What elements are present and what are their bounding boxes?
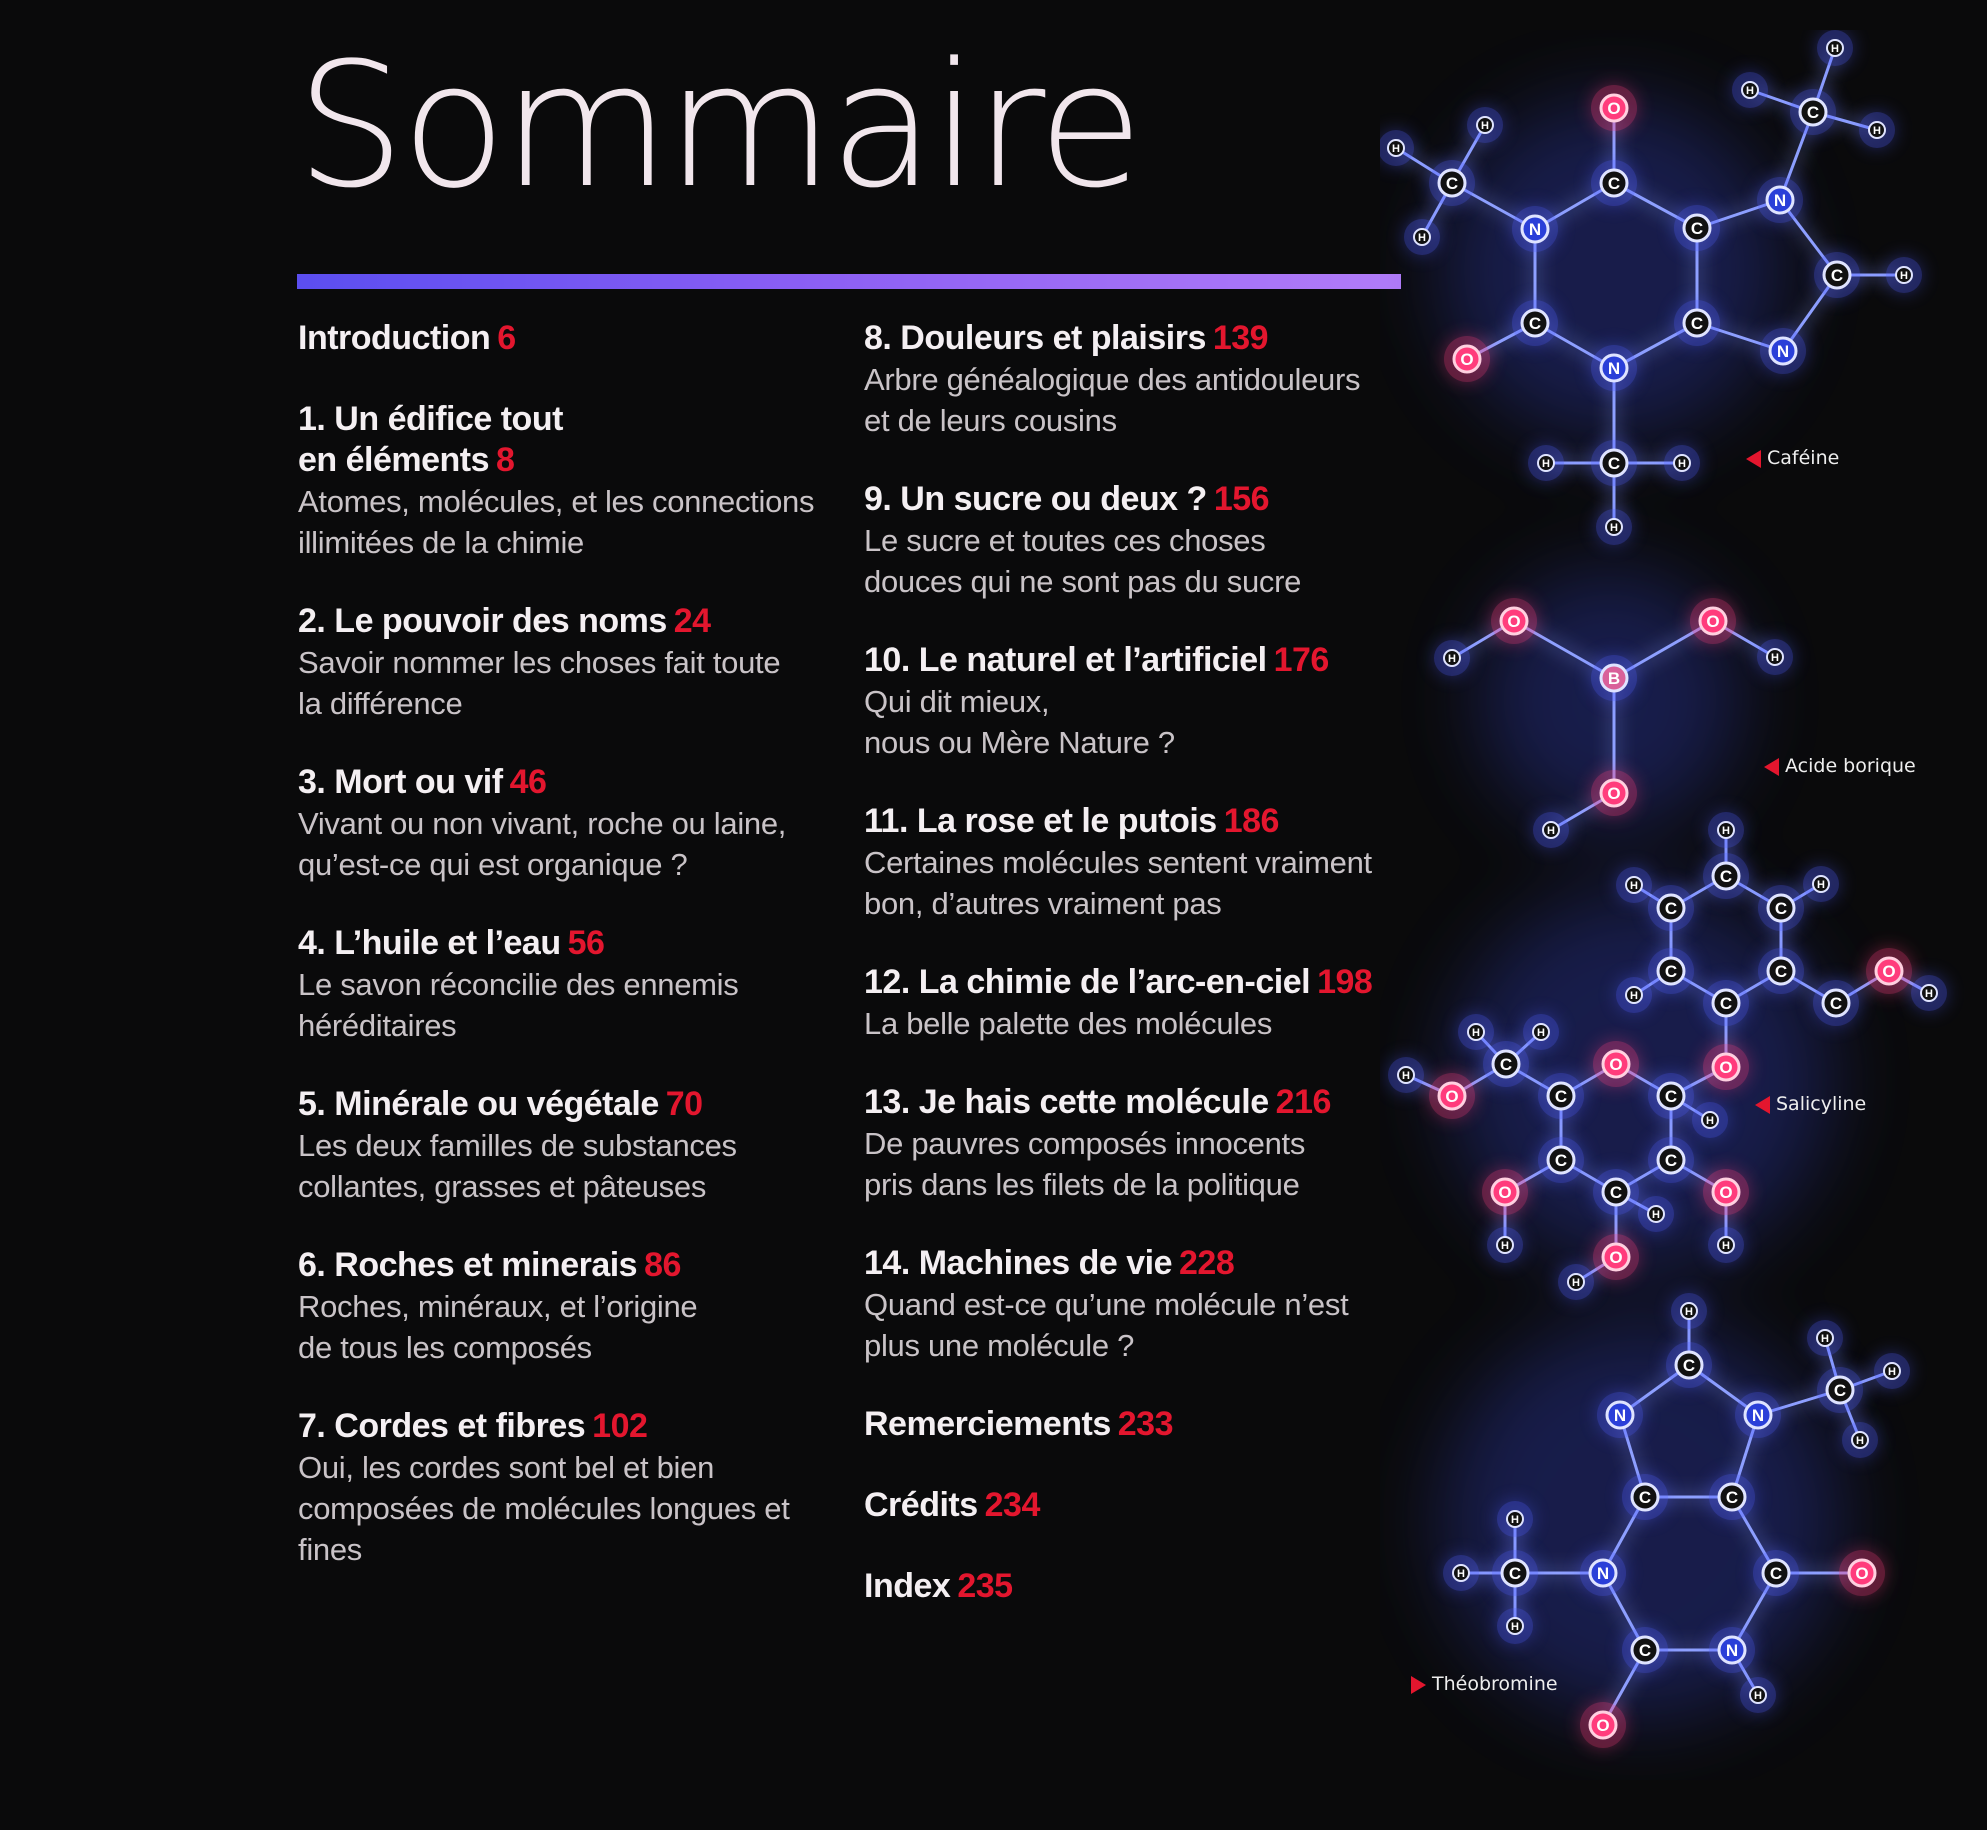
toc-entry[interactable] <box>864 1082 1409 1205</box>
toc-entry[interactable] <box>864 962 1409 1044</box>
toc-page-number: 8 <box>496 441 515 479</box>
toc-heading <box>864 318 1409 359</box>
page-title: Sommaire <box>296 25 1140 226</box>
atom-symbol: O <box>1882 962 1896 981</box>
toc-page-number: 186 <box>1223 802 1279 840</box>
atom-symbol: H <box>1501 1240 1509 1252</box>
atom-symbol: C <box>1719 994 1733 1013</box>
atom-symbol: H <box>1722 825 1730 837</box>
atom-symbol: H <box>1630 990 1638 1002</box>
atom-symbol: C <box>1664 899 1678 918</box>
toc-entry[interactable] <box>298 923 838 1046</box>
atom-symbol: C <box>1554 1151 1568 1170</box>
toc-page-number: 46 <box>509 763 547 801</box>
pointer-left-icon <box>1746 450 1761 468</box>
atom-symbol: C <box>1719 867 1733 886</box>
toc-entry[interactable] <box>864 640 1409 763</box>
atom-symbol: O <box>1609 1055 1623 1074</box>
toc-page-number: 86 <box>644 1246 681 1284</box>
atom-symbol: C <box>1664 1151 1678 1170</box>
toc-page-number: 139 <box>1212 319 1269 357</box>
toc-heading-text: 2. Le pouvoir des noms <box>298 602 667 640</box>
atom-symbol: H <box>1678 458 1686 470</box>
toc-description: De pauvres composés innocents pris dans les filets de la politique <box>864 1126 1306 1202</box>
toc-page-number: 6 <box>497 319 516 357</box>
atom-symbol: N <box>1725 1641 1739 1660</box>
toc-description: Roches, minéraux, et l’origine de tous les composés <box>298 1289 698 1365</box>
atom-symbol: C <box>1833 1381 1847 1400</box>
toc-heading <box>864 962 1409 1003</box>
toc-page-number: 216 <box>1275 1083 1331 1121</box>
atom-symbol: H <box>1402 1070 1410 1082</box>
toc-description: Le sucre et toutes ces choses douces qui ne sont pas du sucre <box>864 523 1302 599</box>
toc-heading-text: 4. L’huile et l’eau <box>298 924 561 962</box>
atom-symbol: C <box>1769 1564 1783 1583</box>
atom-symbol: H <box>1511 1621 1519 1633</box>
toc-page-number: 24 <box>673 602 711 640</box>
atom-symbol: O <box>1507 612 1521 631</box>
toc-description: Certaines molécules sentent vraiment bon, d’autres vraiment pas <box>864 845 1372 921</box>
toc-entry[interactable] <box>298 1245 838 1368</box>
toc-heading-text: 12. La chimie de l’arc-en-ciel <box>864 963 1311 1001</box>
toc-heading <box>298 601 838 642</box>
toc-heading-text: 8. Douleurs et plaisirs <box>864 319 1206 357</box>
toc-heading <box>864 1485 1409 1526</box>
pointer-left-icon <box>1764 758 1779 776</box>
atom-symbol: C <box>1499 1055 1513 1074</box>
toc-page-number: 234 <box>984 1486 1040 1524</box>
toc-description: Savoir nommer les choses fait toute la différence <box>298 645 781 721</box>
label-theobromine: Théobromine <box>1411 1673 1558 1695</box>
toc-heading-text: 5. Minérale ou végétale <box>298 1085 659 1123</box>
atom-symbol: H <box>1448 653 1456 665</box>
toc-heading <box>298 1084 838 1125</box>
atom-symbol: O <box>1607 784 1621 803</box>
atom-symbol: H <box>1392 143 1400 155</box>
toc-heading <box>864 1082 1409 1123</box>
toc-heading-text: Crédits <box>864 1486 978 1524</box>
atom-symbol: O <box>1445 1087 1459 1106</box>
atom-symbol: C <box>1528 314 1542 333</box>
toc-entry[interactable] <box>864 801 1409 924</box>
atom-symbol: N <box>1776 342 1790 361</box>
toc-entry[interactable] <box>298 601 838 724</box>
atom-symbol: O <box>1609 1248 1623 1267</box>
atom-symbol: B <box>1607 669 1621 688</box>
atom-symbol: H <box>1418 232 1426 244</box>
atom-symbol: H <box>1610 522 1618 534</box>
toc-entry[interactable] <box>864 479 1409 602</box>
toc-column-right <box>864 318 1409 1647</box>
atom-symbol: H <box>1900 270 1908 282</box>
toc-heading <box>864 640 1409 681</box>
toc-heading <box>864 1566 1409 1607</box>
atom-symbol: O <box>1719 1183 1733 1202</box>
toc-entry[interactable] <box>864 1243 1409 1366</box>
atom-symbol: H <box>1754 1690 1762 1702</box>
toc-description: Vivant ou non vivant, roche ou laine, qu’est-ce qui est organique ? <box>298 806 787 882</box>
atom-symbol: C <box>1638 1641 1652 1660</box>
toc-description: Les deux familles de substances collantes, grasses et pâteuses <box>298 1128 737 1204</box>
atom-symbol: H <box>1472 1027 1480 1039</box>
atom-symbol: H <box>1542 458 1550 470</box>
atom-symbol: N <box>1596 1564 1610 1583</box>
toc-entry[interactable] <box>298 1084 838 1207</box>
atom-symbol: H <box>1771 652 1779 664</box>
atom-symbol: C <box>1725 1488 1739 1507</box>
toc-entry[interactable] <box>298 399 838 563</box>
atom-symbol: C <box>1682 1356 1696 1375</box>
atom-symbol: C <box>1445 174 1459 193</box>
atom-symbol: H <box>1706 1115 1714 1127</box>
atom-symbol: H <box>1856 1435 1864 1447</box>
atom-symbol: O <box>1596 1716 1610 1735</box>
toc-page-number: 56 <box>567 924 605 962</box>
toc-heading-text: Introduction <box>298 319 491 357</box>
toc-entry[interactable] <box>864 1485 1409 1526</box>
atom-symbol: O <box>1498 1183 1512 1202</box>
toc-heading-text: 7. Cordes et fibres <box>298 1407 586 1445</box>
toc-entry[interactable] <box>298 762 838 885</box>
atom-symbol: C <box>1607 454 1621 473</box>
atom-symbol: O <box>1607 99 1621 118</box>
toc-description: Arbre généalogique des antidouleurs et de leurs cousins <box>864 362 1361 438</box>
atom-symbol: H <box>1652 1209 1660 1221</box>
atom-symbol: C <box>1664 1087 1678 1106</box>
atom-symbol: O <box>1855 1564 1869 1583</box>
atom-symbol: H <box>1873 125 1881 137</box>
toc-page-number: 198 <box>1317 963 1373 1001</box>
atom-symbol: C <box>1806 103 1820 122</box>
toc-heading <box>864 1243 1409 1284</box>
atom-symbol: H <box>1722 1240 1730 1252</box>
atom-symbol: O <box>1719 1058 1733 1077</box>
atom-symbol: C <box>1609 1183 1623 1202</box>
toc-heading-text: 1. Un édifice tout en éléments <box>298 400 563 479</box>
toc-page-number: 176 <box>1273 641 1329 679</box>
toc-entry[interactable] <box>864 1404 1409 1445</box>
atom-symbol: C <box>1690 219 1704 238</box>
label-acide-borique: Acide borique <box>1764 755 1916 777</box>
atom-symbol: C <box>1830 266 1844 285</box>
toc-entry[interactable] <box>864 1566 1409 1607</box>
atom-symbol: N <box>1751 1406 1765 1425</box>
atom-symbol: H <box>1572 1277 1580 1289</box>
atom-symbol: H <box>1925 988 1933 1000</box>
toc-entry[interactable] <box>298 318 838 359</box>
atom-symbol: C <box>1774 899 1788 918</box>
pointer-left-icon <box>1755 1096 1770 1114</box>
toc-entry[interactable] <box>298 1406 838 1570</box>
toc-heading <box>864 801 1409 842</box>
toc-page-number: 70 <box>665 1085 703 1123</box>
atom-symbol: N <box>1773 191 1787 210</box>
toc-heading-text: 10. Le naturel et l’artificiel <box>864 641 1267 679</box>
toc-heading-text: 11. La rose et le putois <box>864 802 1217 840</box>
toc-heading-text: 3. Mort ou vif <box>298 763 503 801</box>
toc-heading-text: 14. Machines de vie <box>864 1244 1172 1282</box>
atom-symbol: C <box>1829 994 1843 1013</box>
atom-symbol: O <box>1460 350 1474 369</box>
toc-heading-text: 13. Je hais cette molécule <box>864 1083 1269 1121</box>
toc-page-number: 235 <box>957 1567 1013 1605</box>
toc-heading <box>298 399 838 481</box>
label-salicyline: Salicyline <box>1755 1093 1866 1115</box>
atom-symbol: N <box>1607 359 1621 378</box>
atom-symbol: H <box>1746 85 1754 97</box>
atom-symbol: N <box>1613 1406 1627 1425</box>
toc-heading <box>864 479 1409 520</box>
atom-symbol: C <box>1638 1488 1652 1507</box>
toc-description: Qui dit mieux, nous ou Mère Nature ? <box>864 684 1175 760</box>
toc-description: Quand est-ce qu’une molécule n’est plus une molécule ? <box>864 1287 1349 1363</box>
toc-column-left <box>298 318 838 1608</box>
atom-symbol: H <box>1888 1366 1896 1378</box>
toc-heading-text: Index <box>864 1567 951 1605</box>
toc-description: La belle palette des molécules <box>864 1006 1273 1041</box>
toc-description: Oui, les cordes sont bel et bien composées de molécules longues et fines <box>298 1450 790 1567</box>
atom-symbol: C <box>1664 962 1678 981</box>
atom-symbol: H <box>1630 880 1638 892</box>
toc-description: Atomes, molécules, et les connections illimitées de la chimie <box>298 484 815 560</box>
atom-symbol: N <box>1528 220 1542 239</box>
toc-heading-text: 6. Roches et minerais <box>298 1246 638 1284</box>
atom-symbol: H <box>1481 120 1489 132</box>
atom-symbol: C <box>1774 962 1788 981</box>
molecule-illustrations <box>1380 30 1987 1780</box>
label-cafeine: Caféine <box>1746 447 1839 469</box>
atom-symbol: H <box>1537 1027 1545 1039</box>
atom-symbol: H <box>1511 1514 1519 1526</box>
atom-symbol: H <box>1821 1333 1829 1345</box>
atom-symbol: H <box>1817 879 1825 891</box>
atom-symbol: C <box>1607 174 1621 193</box>
atom-symbol: C <box>1508 1564 1522 1583</box>
toc-page-number: 233 <box>1117 1405 1173 1443</box>
toc-heading <box>298 1245 838 1286</box>
pointer-right-icon <box>1411 1676 1426 1694</box>
atom-symbol: H <box>1831 43 1839 55</box>
toc-heading-text: Remerciements <box>864 1405 1111 1443</box>
atom-symbol: C <box>1554 1087 1568 1106</box>
toc-heading <box>298 762 838 803</box>
toc-page-number: 156 <box>1213 480 1270 518</box>
toc-heading-text: 9. Un sucre ou deux ? <box>864 480 1207 518</box>
atom-symbol: H <box>1457 1568 1465 1580</box>
toc-page-number: 228 <box>1179 1244 1235 1282</box>
toc-heading <box>298 1406 838 1447</box>
toc-heading <box>864 1404 1409 1445</box>
toc-description: Le savon réconcilie des ennemis héréditaires <box>298 967 739 1043</box>
atom-symbol: H <box>1685 1306 1693 1318</box>
atom-symbol: H <box>1547 825 1555 837</box>
atom-symbol: C <box>1690 314 1704 333</box>
toc-page-number: 102 <box>592 1407 648 1445</box>
atom-symbol: O <box>1706 612 1720 631</box>
toc-entry[interactable] <box>864 318 1409 441</box>
toc-heading <box>298 318 838 359</box>
toc-heading <box>298 923 838 964</box>
title-underline <box>297 274 1401 289</box>
